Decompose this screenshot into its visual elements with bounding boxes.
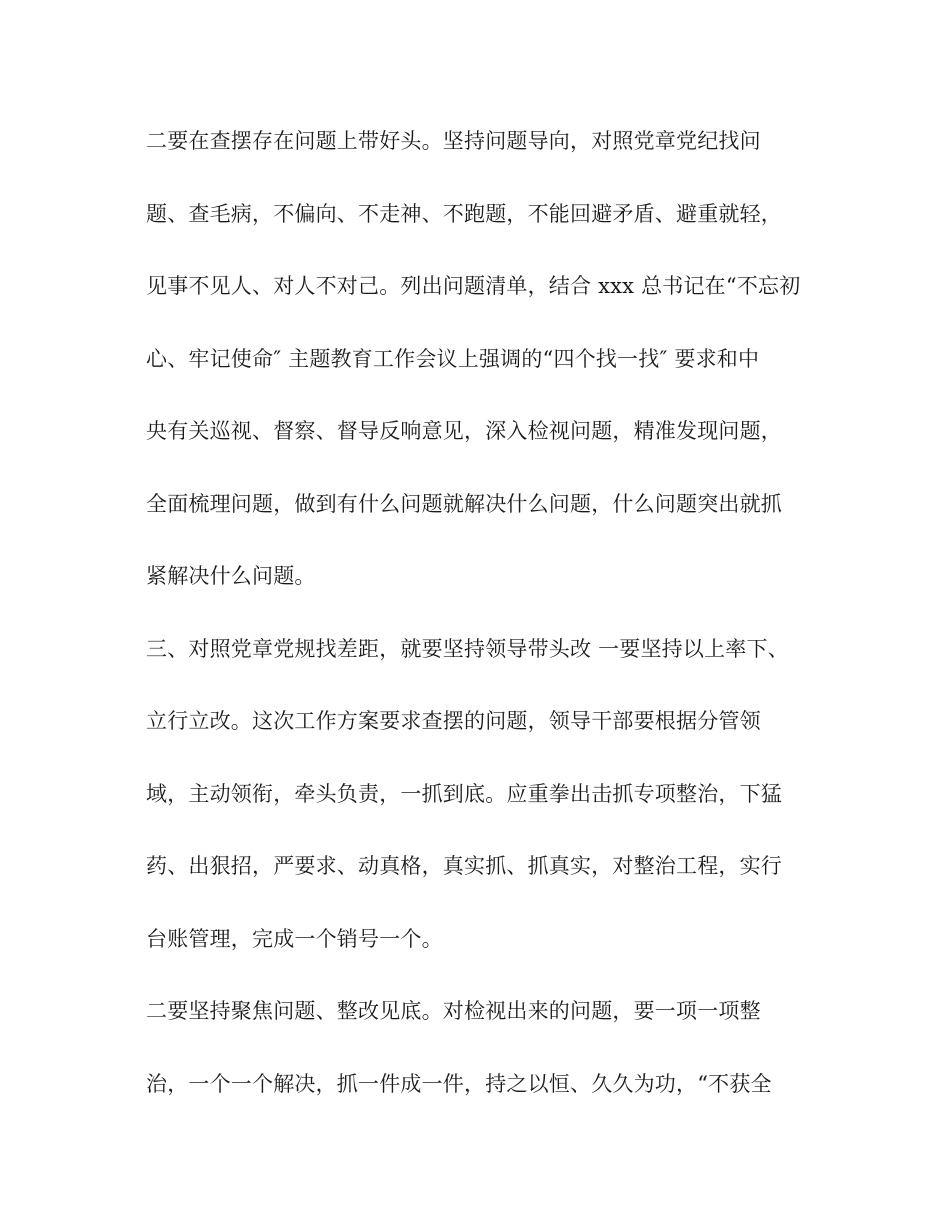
text-line: 三、对照党章党规找差距，就要坚持领导带头改 一要坚持以上率下、 — [146, 636, 789, 661]
text-line: 央有关巡视、督察、督导反响意见，深入检视问题，精准发现问题， — [146, 419, 782, 443]
text-line: 二要在查摆存在问题上带好头。坚持问题导向，对照党章党纪找问 — [146, 129, 761, 153]
text-line: 全面梳理问题，做到有什么问题就解决什么问题，什么问题突出就抓 — [146, 491, 782, 516]
text-line: 立行立改。这次工作方案要求查摆的问题，领导干部要根据分管领 — [146, 709, 761, 733]
document-body — [146, 121, 826, 1136]
text-line: 台账管理，完成一个销号一个。 — [146, 926, 443, 951]
text-line: 二要坚持聚焦问题、整改见底。对检视出来的问题，要一项一项整 — [146, 999, 761, 1023]
text-line: 药、出狠招，严要求、动真格，真实抓、抓真实，对整治工程，实行 — [146, 854, 782, 878]
text-line: 域，主动领衔，牵头负责，一抓到底。应重拳出击抓专项整治，下猛 — [146, 781, 782, 806]
text-line: 见事不见人、对人不对己。列出问题清单，结合 xxx 总书记在“不忘初 — [146, 274, 801, 298]
text-line: 治，一个一个解决，抓一件成一件，持之以恒、久久为功，“不获全 — [146, 1071, 772, 1096]
text-line: 心、牢记使命″ 主题教育工作会议上强调的“四个找一找″ 要求和中 — [146, 346, 760, 371]
text-line: 紧解决什么问题。 — [146, 564, 316, 588]
text-line: 题、查毛病，不偏向、不走神、不跑题，不能回避矛盾、避重就轻， — [146, 201, 782, 226]
